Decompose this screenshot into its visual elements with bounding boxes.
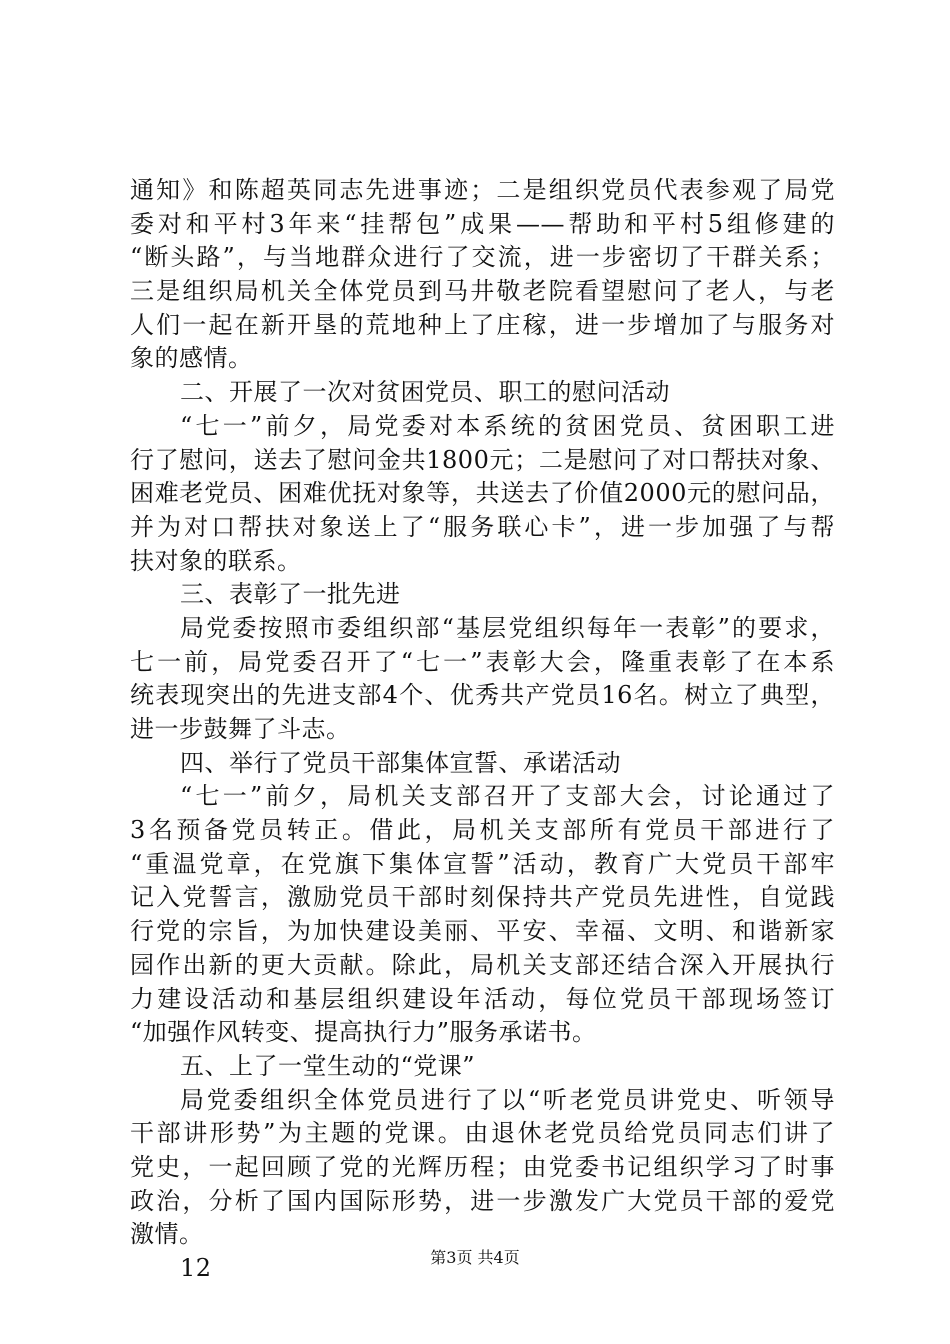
text-line: 干部讲形势”为主题的党课。由退休老党员给党员同志们讲了: [130, 1119, 835, 1148]
text-line: 园作出新的更大贡献。除此，局机关支部还结合深入开展执行: [130, 950, 835, 979]
document-body: [130, 174, 835, 1286]
text-line: “断头路”，与当地群众进行了交流，进一步密切了干群关系；: [130, 243, 835, 272]
text-line: 三是组织局机关全体党员到马井敬老院看望慰问了老人，与老: [130, 277, 835, 306]
text-line: 3名预备党员转正。借此，局机关支部所有党员干部进行了: [130, 816, 835, 845]
text-line: 力建设活动和基层组织建设年活动，每位党员干部现场签订: [130, 984, 835, 1013]
text-line: 激情。: [130, 1220, 204, 1249]
text-line: 统表现突出的先进支部4个、优秀共产党员16名。树立了典型，: [130, 681, 835, 710]
text-line: 进一步鼓舞了斗志。: [130, 715, 351, 743]
text-line: 扶对象的联系。: [130, 546, 302, 575]
page-footer: 第3页 共4页: [430, 1248, 520, 1267]
text-line: 局党委组织全体党员进行了以“听老党员讲党史、听领导: [180, 1085, 835, 1114]
text-line: 政治，分析了国内国际形势，进一步激发广大党员干部的爱党: [130, 1186, 835, 1215]
text-line: 五、上了一堂生动的“党课”: [180, 1051, 476, 1080]
text-line: 通知》和陈超英同志先进事迹；二是组织党员代表参观了局党: [130, 176, 835, 204]
text-line: 二、开展了一次对贫困党员、职工的慰问活动: [180, 378, 670, 407]
text-line: 并为对口帮扶对象送上了“服务联心卡”，进一步加强了与帮: [130, 512, 835, 541]
text-line: 行党的宗旨，为加快建设美丽、平安、幸福、文明、和谐新家: [130, 917, 835, 946]
text-line: “七一”前夕，局机关支部召开了支部大会，讨论通过了: [180, 782, 835, 811]
text-line: 记入党誓言，激励党员干部时刻保持共产党员先进性，自觉践: [130, 883, 835, 912]
text-line: 四、举行了党员干部集体宣誓、承诺活动: [180, 748, 621, 777]
text-line: 困难老党员、困难优抚对象等，共送去了价值2000元的慰问品，: [130, 479, 835, 508]
text-line: 行了慰问，送去了慰问金共1800元；二是慰问了对口帮扶对象、: [130, 445, 835, 474]
text-line: “重温党章，在党旗下集体宣誓”活动，教育广大党员干部牢: [130, 849, 835, 878]
text-line: 12: [180, 1254, 212, 1282]
text-line: 局党委按照市委组织部“基层党组织每年一表彰”的要求，: [180, 613, 835, 642]
text-line: 七一前，局党委召开了“七一”表彰大会，隆重表彰了在本系: [130, 647, 835, 676]
text-line: 党史，一起回顾了党的光辉历程；由党委书记组织学习了时事: [130, 1152, 835, 1181]
text-line: 三、表彰了一批先进: [180, 580, 401, 609]
text-line: 象的感情。: [130, 344, 253, 373]
text-line: 人们一起在新开垦的荒地种上了庄稼，进一步增加了与服务对: [130, 310, 835, 339]
text-line: 委对和平村3年来“挂帮包”成果——帮助和平村5组修建的: [130, 209, 835, 238]
text-line: “加强作风转变、提高执行力”服务承诺书。: [130, 1018, 597, 1047]
text-line: “七一”前夕，局党委对本系统的贫困党员、贫困职工进: [180, 411, 835, 440]
